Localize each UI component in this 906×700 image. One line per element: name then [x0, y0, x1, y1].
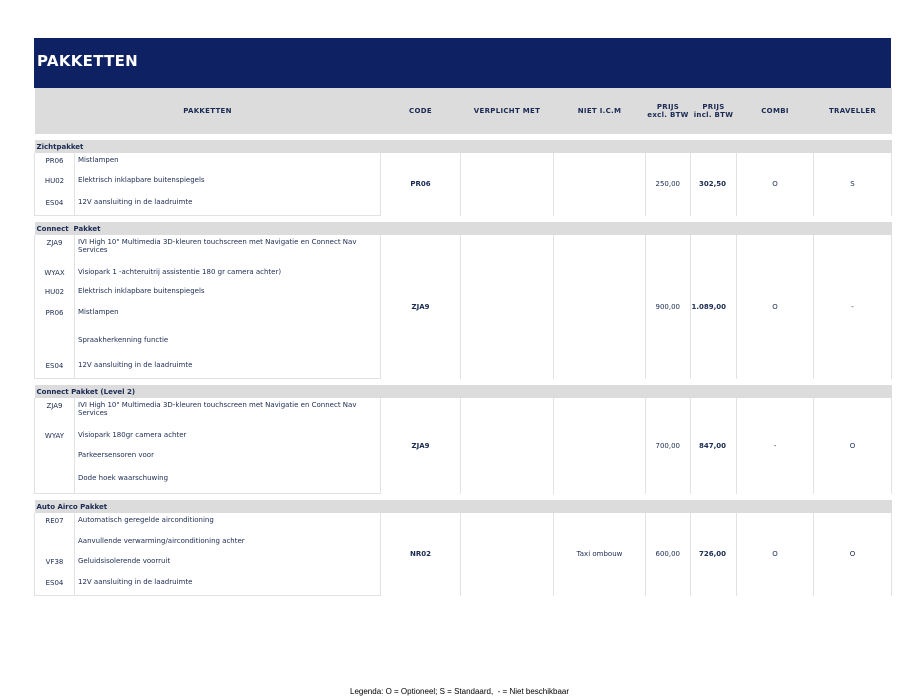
price-excl-btw: 600,00 [646, 513, 691, 596]
item-code [35, 333, 75, 358]
item-code: VF38 [35, 554, 75, 575]
item-description [75, 333, 381, 358]
combi-value: - [737, 398, 814, 494]
item-description-line: Parkeersensoren voor [78, 451, 154, 459]
item-code: WYAY [35, 428, 75, 448]
niet-icm [554, 398, 646, 494]
niet-icm: Taxi ombouw [554, 513, 646, 596]
item-description-line: IVI High 10" Multimedia 3D-kleuren touchscreen met Navigatie en Connect Nav [78, 401, 357, 409]
item-description-line: Spraakherkenning functie [78, 336, 169, 344]
item-description [75, 265, 381, 284]
combi-value: O [737, 513, 814, 596]
item-description [75, 305, 381, 333]
price-incl-btw: 726,00 [691, 513, 737, 596]
item-code: ES04 [35, 195, 75, 216]
package-section-row [35, 222, 892, 235]
item-description [75, 513, 381, 534]
header-prijs-incl-line1: PRIJS [702, 103, 725, 111]
item-description-line: Automatisch geregelde airconditioning [78, 516, 214, 524]
item-description-line: Geluidsisolerende voorruit [78, 557, 171, 565]
package-code: NR02 [381, 513, 461, 596]
item-description [75, 534, 381, 554]
item-code: ES04 [35, 358, 75, 379]
header-prijs-incl [691, 88, 737, 134]
item-code: HU02 [35, 173, 75, 195]
item-description [75, 358, 381, 379]
item-description [75, 284, 381, 305]
verplicht-met [461, 398, 554, 494]
price-incl-btw: 847,00 [691, 398, 737, 494]
item-description [75, 173, 381, 195]
price-excl-btw: 250,00 [646, 153, 691, 216]
item-description-line: Elektrisch inklapbare buitenspiegels [78, 176, 205, 184]
price-excl-btw: 900,00 [646, 235, 691, 379]
verplicht-met [461, 153, 554, 216]
item-description [75, 195, 381, 216]
item-code [35, 471, 75, 494]
header-prijs-incl-line2: incl. BTW [693, 111, 734, 119]
header-prijs-excl [646, 88, 691, 134]
traveller-value: O [814, 398, 892, 494]
header-verplicht-met: VERPLICHT MET [461, 88, 554, 134]
item-description-line: Services [78, 246, 108, 254]
item-description-line: 12V aansluiting in de laadruimte [78, 198, 193, 206]
item-description [75, 153, 381, 173]
verplicht-met [461, 235, 554, 379]
item-description-line: IVI High 10" Multimedia 3D-kleuren touchscreen met Navigatie en Connect Nav [78, 238, 357, 246]
traveller-value: - [814, 235, 892, 379]
header-pakketten: PAKKETTEN [35, 88, 381, 134]
table-row [35, 235, 892, 265]
combi-value: O [737, 235, 814, 379]
package-code: ZJA9 [381, 398, 461, 494]
package-code: PR06 [381, 153, 461, 216]
item-code: PR06 [35, 305, 75, 333]
package-code: ZJA9 [381, 235, 461, 379]
header-prijs-excl-line2: excl. BTW [647, 111, 689, 119]
package-section-row [35, 140, 892, 153]
item-description [75, 554, 381, 575]
item-description-line: Aanvullende verwarming/airconditioning achter [78, 537, 245, 545]
item-code: ZJA9 [35, 235, 75, 265]
verplicht-met [461, 513, 554, 596]
package-name: Zichtpakket [35, 140, 892, 153]
item-description-line: Elektrisch inklapbare buitenspiegels [78, 287, 205, 295]
price-incl-btw: 302,50 [691, 153, 737, 216]
package-name: Connect Pakket (Level 2) [35, 385, 892, 398]
combi-value: O [737, 153, 814, 216]
item-description-line: Mistlampen [78, 156, 119, 164]
packages-table [34, 88, 892, 596]
item-description [75, 471, 381, 494]
item-description-line: Visiopark 180gr camera achter [78, 431, 187, 439]
header-combi: COMBI [737, 88, 814, 134]
item-description [75, 235, 381, 265]
item-description-line: Dode hoek waarschuwing [78, 474, 169, 482]
price-excl-btw: 700,00 [646, 398, 691, 494]
table-row [35, 153, 892, 173]
header-code: CODE [381, 88, 461, 134]
price-incl-btw: 1.089,00 [691, 235, 737, 379]
item-description-line: 12V aansluiting in de laadruimte [78, 361, 193, 369]
legend-text: Legenda: O = Optioneel; S = Standaard, - = Niet beschikbaar [350, 687, 570, 696]
header-prijs-excl-line1: PRIJS [656, 103, 680, 111]
item-code: ZJA9 [35, 398, 75, 428]
item-description [75, 575, 381, 596]
item-description-line: Services [78, 409, 108, 417]
item-code: PR06 [35, 153, 75, 173]
niet-icm [554, 235, 646, 379]
page-title: PAKKETTEN [37, 52, 139, 70]
package-section-row [35, 500, 892, 513]
table-body [35, 134, 892, 596]
header-niet-icm: NIET I.C.M [554, 88, 646, 134]
item-code: HU02 [35, 284, 75, 305]
item-description [75, 428, 381, 448]
item-code: RE07 [35, 513, 75, 534]
table-row [35, 513, 892, 534]
header-traveller: TRAVELLER [814, 88, 892, 134]
item-code [35, 448, 75, 471]
header-row [35, 88, 892, 134]
package-section-row [35, 385, 892, 398]
package-name: Connect Pakket [35, 222, 892, 235]
niet-icm [554, 153, 646, 216]
traveller-value: O [814, 513, 892, 596]
item-description [75, 398, 381, 428]
item-description [75, 448, 381, 471]
item-description-line: 12V aansluiting in de laadruimte [78, 578, 193, 586]
item-description-line: Visiopark 1 -achteruitrij assistentie 180 gr camera achter) [78, 268, 282, 276]
item-code [35, 534, 75, 554]
item-description-line: Mistlampen [78, 308, 119, 316]
item-code: WYAX [35, 265, 75, 284]
package-name: Auto Airco Pakket [35, 500, 892, 513]
traveller-value: S [814, 153, 892, 216]
table-row [35, 398, 892, 428]
item-code: ES04 [35, 575, 75, 596]
title-banner [34, 38, 891, 88]
